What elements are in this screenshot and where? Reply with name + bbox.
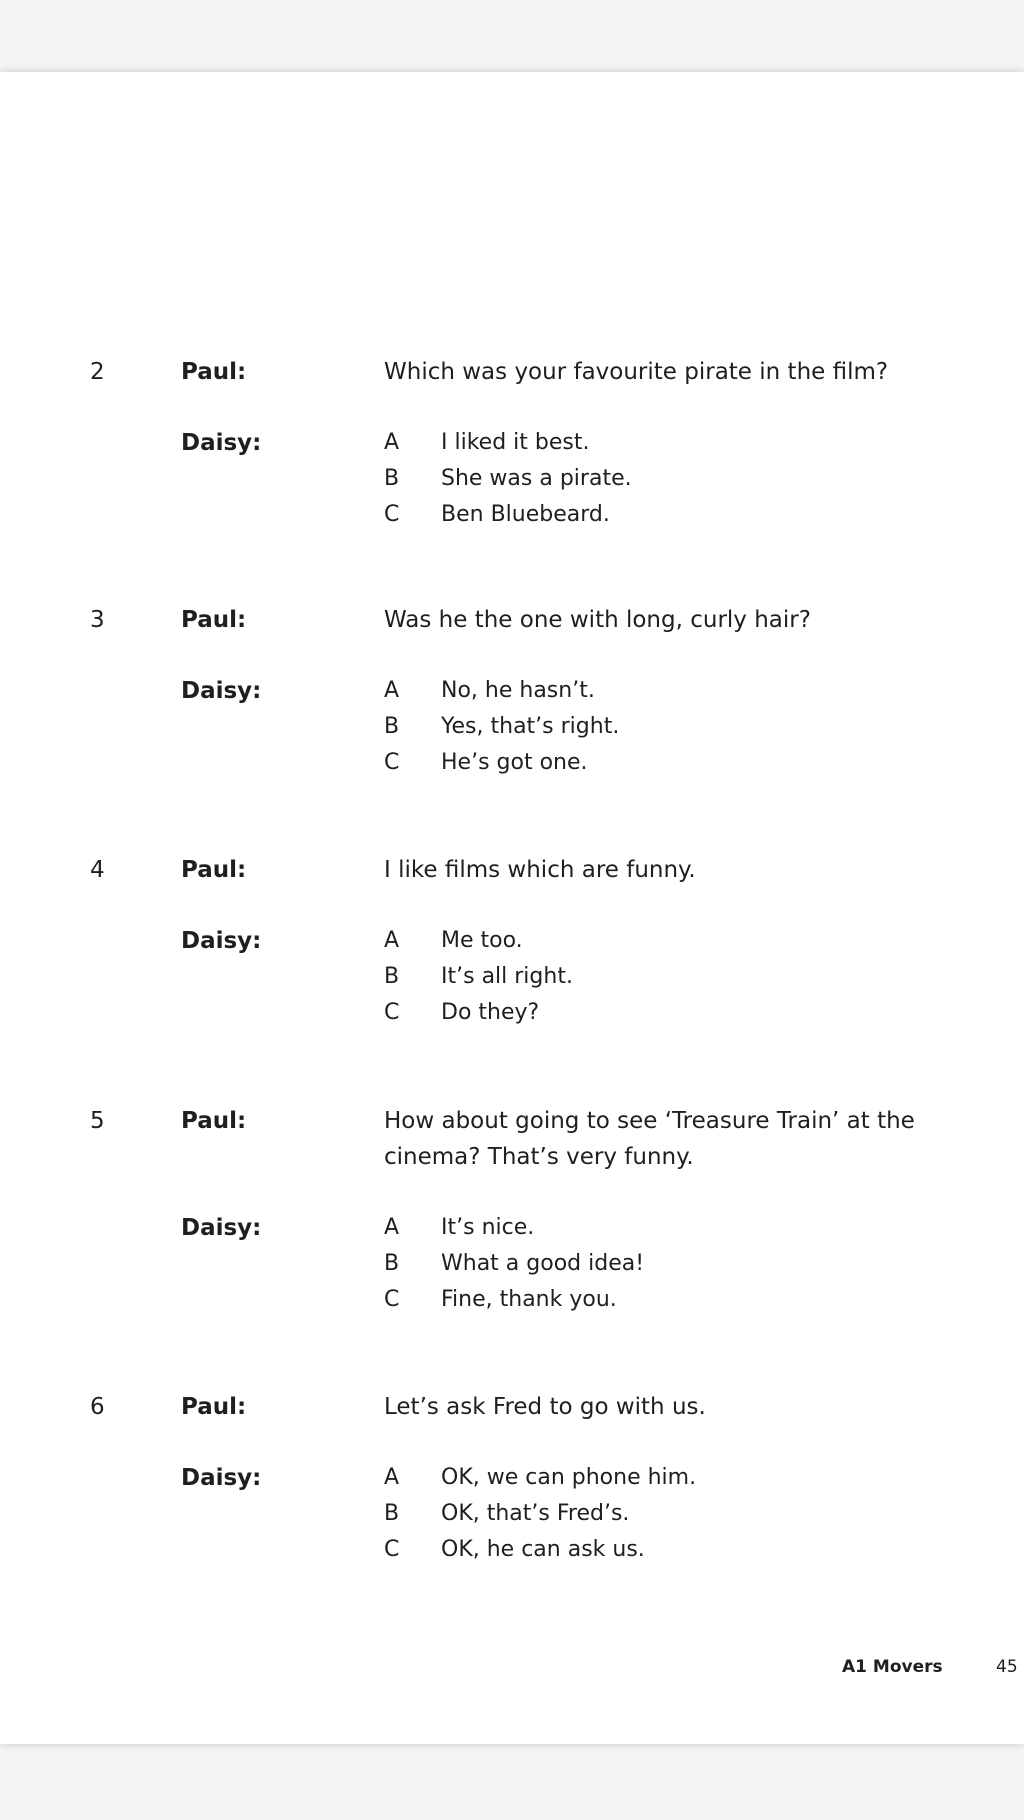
question-number: 6 bbox=[90, 1394, 105, 1420]
option-text: OK, we can phone him. bbox=[441, 1465, 697, 1490]
option-letter: B bbox=[384, 964, 400, 989]
question-number: 3 bbox=[90, 607, 105, 633]
speaker-daisy: Daisy: bbox=[181, 1215, 262, 1241]
speaker-paul: Paul: bbox=[181, 857, 247, 883]
option-letter: C bbox=[384, 502, 400, 527]
option-letter: B bbox=[384, 714, 400, 739]
option-text: Me too. bbox=[441, 928, 523, 953]
option-text: It’s all right. bbox=[441, 964, 573, 989]
option-text: Fine, thank you. bbox=[441, 1287, 617, 1312]
option-letter: A bbox=[384, 928, 400, 953]
speaker-paul: Paul: bbox=[181, 607, 247, 633]
option-letter: A bbox=[384, 1215, 400, 1240]
option-letter: B bbox=[384, 1251, 400, 1276]
prompt-text: Which was your favourite pirate in the film? bbox=[384, 359, 889, 385]
question-number: 4 bbox=[90, 857, 105, 883]
speaker-daisy: Daisy: bbox=[181, 430, 262, 456]
option-text: It’s nice. bbox=[441, 1215, 535, 1240]
option-text: She was a pirate. bbox=[441, 466, 632, 491]
option-letter: C bbox=[384, 750, 400, 775]
option-text: OK, that’s Fred’s. bbox=[441, 1501, 630, 1526]
footer-title: A1 Movers bbox=[842, 1657, 943, 1677]
speaker-paul: Paul: bbox=[181, 1394, 247, 1420]
option-text: He’s got one. bbox=[441, 750, 588, 775]
option-letter: C bbox=[384, 1537, 400, 1562]
question-number: 5 bbox=[90, 1108, 105, 1134]
option-text: OK, he can ask us. bbox=[441, 1537, 645, 1562]
option-letter: A bbox=[384, 1465, 400, 1490]
prompt-text: Let’s ask Fred to go with us. bbox=[384, 1394, 706, 1420]
option-letter: B bbox=[384, 1501, 400, 1526]
option-text: What a good idea! bbox=[441, 1251, 645, 1276]
option-letter: C bbox=[384, 1000, 400, 1025]
speaker-paul: Paul: bbox=[181, 1108, 247, 1134]
prompt-text: I like films which are funny. bbox=[384, 857, 696, 883]
page-number: 45 bbox=[996, 1657, 1018, 1677]
option-letter: C bbox=[384, 1287, 400, 1312]
speaker-paul: Paul: bbox=[181, 359, 247, 385]
question-number: 2 bbox=[90, 359, 105, 385]
speaker-daisy: Daisy: bbox=[181, 1465, 262, 1491]
speaker-daisy: Daisy: bbox=[181, 928, 262, 954]
option-text: No, he hasn’t. bbox=[441, 678, 595, 703]
option-letter: B bbox=[384, 466, 400, 491]
speaker-daisy: Daisy: bbox=[181, 678, 262, 704]
option-text: I liked it best. bbox=[441, 430, 590, 455]
option-letter: A bbox=[384, 430, 400, 455]
option-text: Ben Bluebeard. bbox=[441, 502, 610, 527]
prompt-text: Was he the one with long, curly hair? bbox=[384, 607, 811, 633]
option-text: Yes, that’s right. bbox=[441, 714, 620, 739]
prompt-text: How about going to see ‘Treasure Train’ at the cinema? That’s very funny. bbox=[384, 1108, 915, 1170]
option-text: Do they? bbox=[441, 1000, 540, 1025]
option-letter: A bbox=[384, 678, 400, 703]
